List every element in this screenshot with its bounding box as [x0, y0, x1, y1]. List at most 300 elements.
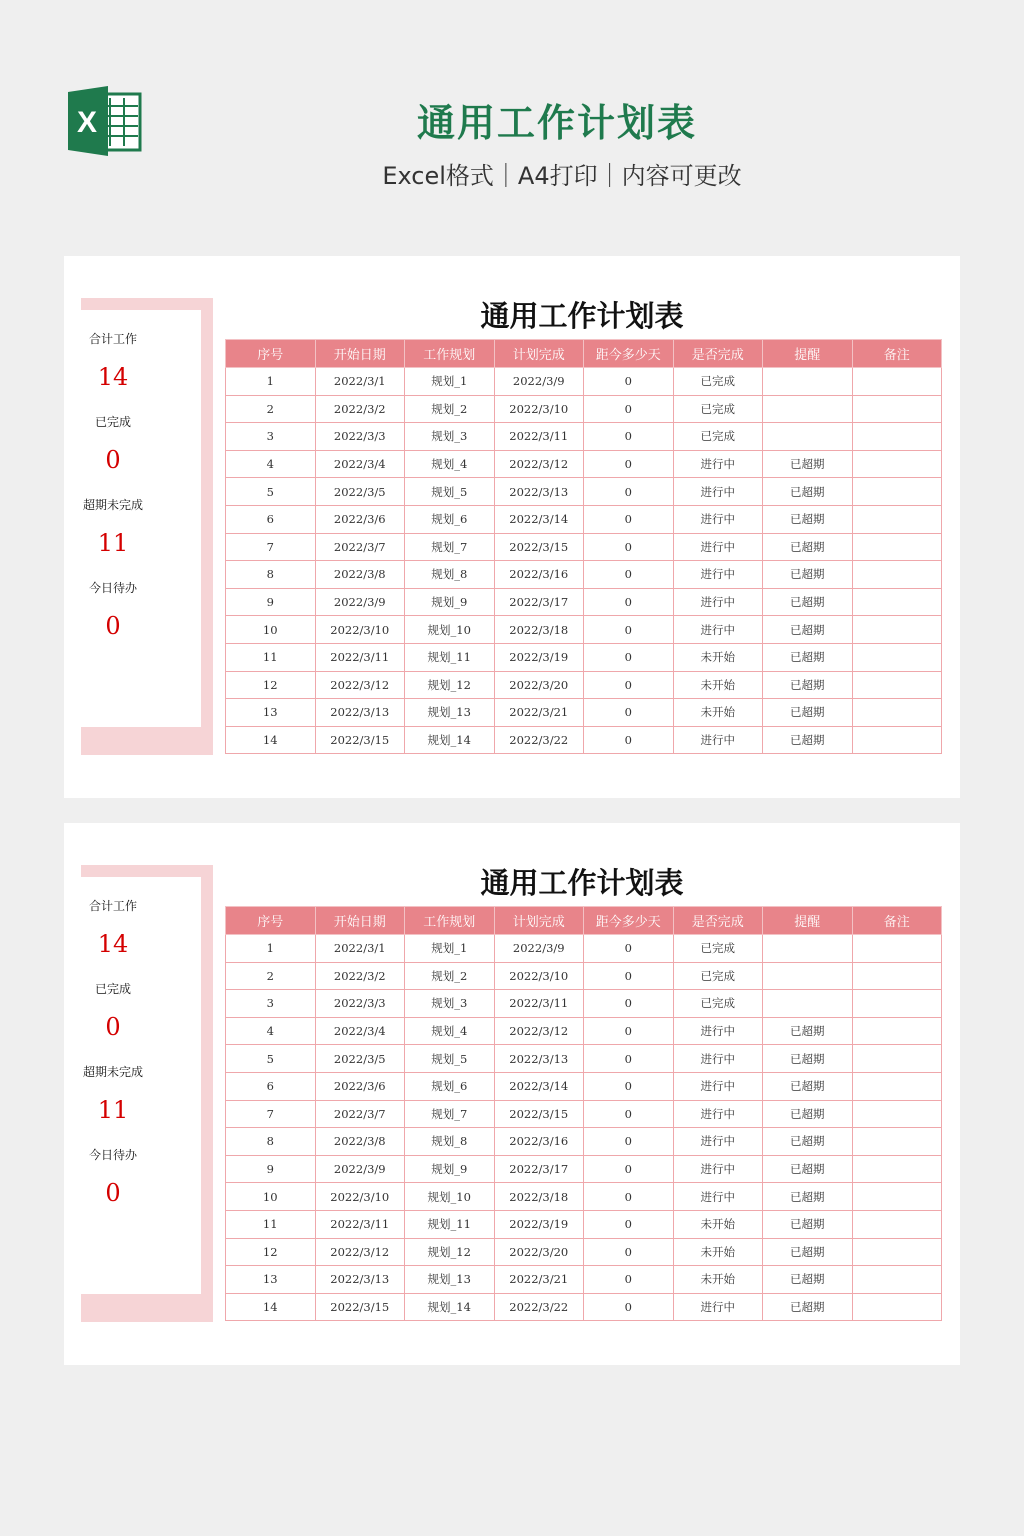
table-cell[interactable]: 进行中: [673, 505, 763, 533]
sheet-preview-2: [64, 823, 960, 1365]
table-cell[interactable]: 2022/3/18: [494, 616, 584, 644]
table-cell[interactable]: 已超期: [763, 1210, 853, 1238]
column-header: 计划完成: [494, 340, 584, 368]
table-cell[interactable]: 已超期: [763, 588, 853, 616]
table-row: [226, 1183, 942, 1211]
table-cell[interactable]: [763, 395, 853, 423]
table-cell[interactable]: 0: [584, 1045, 674, 1073]
table-cell[interactable]: 规划_13: [405, 1266, 495, 1294]
table-cell[interactable]: 2022/3/15: [315, 1293, 405, 1321]
table-row: [226, 1017, 942, 1045]
table-header-row: [226, 340, 942, 368]
table-cell[interactable]: 已超期: [763, 1072, 853, 1100]
table-cell[interactable]: 进行中: [673, 588, 763, 616]
table-cell[interactable]: [852, 1128, 942, 1156]
table-cell[interactable]: [852, 1238, 942, 1266]
table-cell[interactable]: 0: [584, 671, 674, 699]
table-cell[interactable]: 未开始: [673, 1266, 763, 1294]
table-cell[interactable]: 规划_11: [405, 643, 495, 671]
table-cell[interactable]: [852, 643, 942, 671]
table-cell[interactable]: 0: [584, 1238, 674, 1266]
stat-label: 今日待办: [88, 581, 137, 595]
table-cell[interactable]: 已超期: [763, 616, 853, 644]
table-cell[interactable]: 5: [226, 1045, 316, 1073]
column-header: 距今多少天: [584, 340, 674, 368]
table-cell[interactable]: 14: [226, 726, 316, 754]
table-cell[interactable]: 未开始: [673, 699, 763, 727]
table-cell[interactable]: 2022/3/12: [315, 1238, 405, 1266]
table-cell[interactable]: 2022/3/15: [315, 726, 405, 754]
table-cell[interactable]: 2022/3/14: [494, 1072, 584, 1100]
table-cell[interactable]: 2022/3/6: [315, 1072, 405, 1100]
stat-today: [81, 579, 145, 640]
table-cell[interactable]: [852, 671, 942, 699]
column-header: 提醒: [763, 907, 853, 935]
table-cell[interactable]: 2022/3/9: [494, 935, 584, 963]
table-cell[interactable]: 2022/3/13: [315, 699, 405, 727]
table-cell[interactable]: 规划_8: [405, 561, 495, 589]
stat-done: [81, 980, 145, 1041]
table-cell[interactable]: 2022/3/9: [494, 368, 584, 396]
column-header: 序号: [226, 907, 316, 935]
table-row: [226, 1045, 942, 1073]
table-cell[interactable]: 12: [226, 1238, 316, 1266]
table-cell[interactable]: [852, 1183, 942, 1211]
table-row: [226, 616, 942, 644]
table-cell[interactable]: 规划_2: [405, 395, 495, 423]
table-cell[interactable]: [852, 699, 942, 727]
stat-today: [81, 1146, 145, 1207]
table-cell[interactable]: 2022/3/8: [315, 1128, 405, 1156]
table-cell[interactable]: 12: [226, 671, 316, 699]
table-row: [226, 962, 942, 990]
table-cell[interactable]: [852, 990, 942, 1018]
page-subtitle: Excel格式｜A4打印｜内容可更改: [382, 162, 742, 190]
table-cell[interactable]: 已超期: [763, 505, 853, 533]
table-cell[interactable]: 进行中: [673, 1183, 763, 1211]
stat-label: 超期未完成: [82, 1065, 143, 1079]
table-body: [226, 368, 942, 754]
table-cell[interactable]: 2022/3/12: [494, 1017, 584, 1045]
table-cell[interactable]: 2022/3/13: [315, 1266, 405, 1294]
table-cell[interactable]: 0: [584, 1017, 674, 1045]
stat-value: 11: [97, 1096, 129, 1124]
table-cell[interactable]: 2022/3/6: [315, 505, 405, 533]
table-cell[interactable]: 进行中: [673, 561, 763, 589]
table-cell[interactable]: 2022/3/17: [494, 1155, 584, 1183]
table-cell[interactable]: 11: [226, 1210, 316, 1238]
table-cell[interactable]: [852, 1293, 942, 1321]
table-cell[interactable]: 已超期: [763, 1128, 853, 1156]
table-cell[interactable]: 2022/3/21: [494, 699, 584, 727]
table-cell[interactable]: 2022/3/17: [494, 588, 584, 616]
table-cell[interactable]: [852, 726, 942, 754]
table-row: [226, 423, 942, 451]
table-cell[interactable]: 规划_4: [405, 1017, 495, 1045]
table-cell[interactable]: 0: [584, 935, 674, 963]
table-cell[interactable]: 规划_2: [405, 962, 495, 990]
table-row: [226, 1293, 942, 1321]
table-cell[interactable]: 0: [584, 699, 674, 727]
table-cell[interactable]: 2022/3/11: [315, 1210, 405, 1238]
table-cell[interactable]: 2022/3/4: [315, 450, 405, 478]
table-cell[interactable]: 未开始: [673, 671, 763, 699]
table-row: [226, 505, 942, 533]
column-header: 开始日期: [315, 907, 405, 935]
table-cell[interactable]: 规划_9: [405, 1155, 495, 1183]
stat-done: [81, 413, 145, 474]
table-cell[interactable]: [763, 962, 853, 990]
table-row: [226, 561, 942, 589]
stat-overdue: [81, 496, 145, 557]
table-cell[interactable]: [852, 962, 942, 990]
table-body: [226, 935, 942, 1321]
table-cell[interactable]: 2022/3/11: [315, 643, 405, 671]
stat-value: 0: [105, 612, 121, 640]
table-cell[interactable]: 0: [584, 368, 674, 396]
column-header: 序号: [226, 340, 316, 368]
table-cell[interactable]: 未开始: [673, 643, 763, 671]
table-cell[interactable]: 0: [584, 990, 674, 1018]
table-cell[interactable]: 0: [584, 395, 674, 423]
table-cell[interactable]: 2022/3/5: [315, 1045, 405, 1073]
table-cell[interactable]: 2022/3/3: [315, 423, 405, 451]
table-cell[interactable]: 进行中: [673, 1072, 763, 1100]
table-cell[interactable]: 8: [226, 561, 316, 589]
table-cell[interactable]: 0: [584, 1155, 674, 1183]
table-cell[interactable]: [852, 1072, 942, 1100]
logo-letter: X: [76, 106, 98, 139]
stat-label: 已完成: [94, 415, 131, 429]
table-cell[interactable]: [763, 935, 853, 963]
table-cell[interactable]: [763, 423, 853, 451]
table-cell[interactable]: 2022/3/15: [494, 533, 584, 561]
table-cell[interactable]: 已完成: [673, 395, 763, 423]
table-cell[interactable]: 9: [226, 1155, 316, 1183]
table-row: [226, 533, 942, 561]
table-cell[interactable]: 规划_4: [405, 450, 495, 478]
table-cell[interactable]: 2022/3/8: [315, 561, 405, 589]
table-cell[interactable]: 0: [584, 1293, 674, 1321]
table-cell[interactable]: 8: [226, 1128, 316, 1156]
table-cell[interactable]: 进行中: [673, 1128, 763, 1156]
table-cell[interactable]: 规划_7: [405, 1100, 495, 1128]
table-cell[interactable]: 已完成: [673, 990, 763, 1018]
table-cell[interactable]: 0: [584, 450, 674, 478]
stat-total: [81, 897, 145, 958]
table-cell[interactable]: 1: [226, 368, 316, 396]
table-cell[interactable]: 已超期: [763, 1238, 853, 1266]
column-header: 开始日期: [315, 340, 405, 368]
table-cell[interactable]: 0: [584, 1072, 674, 1100]
table-cell[interactable]: 10: [226, 1183, 316, 1211]
table-cell[interactable]: 规划_1: [405, 368, 495, 396]
table-cell[interactable]: 2022/3/20: [494, 671, 584, 699]
column-header: 工作规划: [405, 907, 495, 935]
table-cell[interactable]: [852, 588, 942, 616]
table-cell[interactable]: 规划_10: [405, 616, 495, 644]
table-cell[interactable]: [763, 368, 853, 396]
table-row: [226, 726, 942, 754]
table-cell[interactable]: 未开始: [673, 1210, 763, 1238]
table-cell[interactable]: [852, 616, 942, 644]
table-cell[interactable]: 0: [584, 1183, 674, 1211]
table-cell[interactable]: [852, 935, 942, 963]
stat-label: 今日待办: [88, 1148, 137, 1162]
table-cell[interactable]: 进行中: [673, 1100, 763, 1128]
table-cell[interactable]: 2022/3/19: [494, 643, 584, 671]
table-cell[interactable]: 2: [226, 962, 316, 990]
table-cell[interactable]: 进行中: [673, 450, 763, 478]
table-cell[interactable]: 13: [226, 1266, 316, 1294]
table-cell[interactable]: 规划_13: [405, 699, 495, 727]
stat-label: 超期未完成: [82, 498, 143, 512]
table-cell[interactable]: 规划_5: [405, 1045, 495, 1073]
table-cell[interactable]: 已超期: [763, 1183, 853, 1211]
table-cell[interactable]: 2022/3/9: [315, 1155, 405, 1183]
table-cell[interactable]: 2022/3/11: [494, 990, 584, 1018]
table-cell[interactable]: 已完成: [673, 962, 763, 990]
table-cell[interactable]: [852, 1100, 942, 1128]
stat-label: 已完成: [94, 982, 131, 996]
table-cell[interactable]: [852, 1017, 942, 1045]
table-cell[interactable]: 规划_12: [405, 671, 495, 699]
table-cell[interactable]: 0: [584, 616, 674, 644]
table-cell[interactable]: 进行中: [673, 616, 763, 644]
table-row: [226, 1155, 942, 1183]
table-cell[interactable]: 已超期: [763, 1100, 853, 1128]
table-cell[interactable]: [852, 1210, 942, 1238]
table-cell[interactable]: 6: [226, 1072, 316, 1100]
stat-value: 11: [97, 529, 129, 557]
table-cell[interactable]: 规划_14: [405, 726, 495, 754]
column-header: 是否完成: [673, 340, 763, 368]
table-cell[interactable]: 2022/3/19: [494, 1210, 584, 1238]
stat-value: 0: [105, 446, 121, 474]
page-title: 通用工作计划表: [416, 101, 697, 145]
table-cell[interactable]: 已超期: [763, 726, 853, 754]
table-cell[interactable]: 0: [584, 962, 674, 990]
table-cell[interactable]: 已超期: [763, 478, 853, 506]
table-cell[interactable]: 2022/3/20: [494, 1238, 584, 1266]
table-row: [226, 671, 942, 699]
column-header: 备注: [852, 340, 942, 368]
table-cell[interactable]: 2022/3/7: [315, 533, 405, 561]
table-cell[interactable]: 0: [584, 505, 674, 533]
stat-value: 0: [105, 1179, 121, 1207]
table-cell[interactable]: 进行中: [673, 1017, 763, 1045]
table-row: [226, 1238, 942, 1266]
sheet-preview-1: [64, 256, 960, 798]
table-cell[interactable]: 进行中: [673, 533, 763, 561]
sheet-title: 通用工作计划表: [480, 299, 684, 333]
table-cell[interactable]: 进行中: [673, 1155, 763, 1183]
table-row: [226, 1266, 942, 1294]
table-cell[interactable]: 0: [584, 726, 674, 754]
table-cell[interactable]: 2022/3/22: [494, 726, 584, 754]
table-cell[interactable]: [852, 1045, 942, 1073]
table-cell[interactable]: [852, 368, 942, 396]
table-cell[interactable]: 2022/3/2: [315, 395, 405, 423]
table-cell[interactable]: 进行中: [673, 1045, 763, 1073]
table-cell[interactable]: 0: [584, 643, 674, 671]
stat-value: 14: [97, 930, 129, 958]
table-cell[interactable]: 13: [226, 699, 316, 727]
table-cell[interactable]: [852, 423, 942, 451]
table-cell[interactable]: 2022/3/18: [494, 1183, 584, 1211]
table-cell[interactable]: 0: [584, 1100, 674, 1128]
table-cell[interactable]: 已超期: [763, 1155, 853, 1183]
table-cell[interactable]: 0: [584, 1128, 674, 1156]
table-cell[interactable]: [852, 1155, 942, 1183]
table-cell[interactable]: 进行中: [673, 726, 763, 754]
table-cell[interactable]: 2022/3/16: [494, 1128, 584, 1156]
table-cell[interactable]: 已超期: [763, 699, 853, 727]
table-cell[interactable]: 2022/3/7: [315, 1100, 405, 1128]
table-cell[interactable]: 4: [226, 450, 316, 478]
table-cell[interactable]: 2022/3/4: [315, 1017, 405, 1045]
table-cell[interactable]: 2022/3/2: [315, 962, 405, 990]
table-cell[interactable]: 2022/3/21: [494, 1266, 584, 1294]
summary-panel: [81, 298, 213, 755]
table-row: [226, 450, 942, 478]
table-cell[interactable]: 7: [226, 533, 316, 561]
table-cell[interactable]: 2022/3/13: [494, 478, 584, 506]
table-cell[interactable]: 2022/3/1: [315, 935, 405, 963]
table-row: [226, 368, 942, 396]
sheet-title: 通用工作计划表: [480, 866, 684, 900]
table-cell[interactable]: 0: [584, 588, 674, 616]
table-cell[interactable]: 规划_12: [405, 1238, 495, 1266]
column-header: 提醒: [763, 340, 853, 368]
plan-table: [225, 906, 942, 1321]
summary-panel-inner: [81, 310, 201, 727]
table-cell[interactable]: 2022/3/1: [315, 368, 405, 396]
table-cell[interactable]: [852, 533, 942, 561]
table-row: [226, 478, 942, 506]
table-cell[interactable]: 4: [226, 1017, 316, 1045]
table-cell[interactable]: 已完成: [673, 423, 763, 451]
table-cell[interactable]: 0: [584, 478, 674, 506]
table-cell[interactable]: 11: [226, 643, 316, 671]
table-cell[interactable]: 规划_10: [405, 1183, 495, 1211]
table-row: [226, 588, 942, 616]
table-cell[interactable]: [852, 478, 942, 506]
table-cell[interactable]: 已超期: [763, 561, 853, 589]
table-cell[interactable]: 已超期: [763, 671, 853, 699]
column-header: 备注: [852, 907, 942, 935]
table-cell[interactable]: 规划_3: [405, 990, 495, 1018]
table-cell[interactable]: 2022/3/5: [315, 478, 405, 506]
table-cell[interactable]: 2: [226, 395, 316, 423]
table-cell[interactable]: 0: [584, 533, 674, 561]
table-row: [226, 699, 942, 727]
table-row: [226, 935, 942, 963]
table-cell[interactable]: 已超期: [763, 1045, 853, 1073]
table-cell[interactable]: 规划_6: [405, 1072, 495, 1100]
table-header-row: [226, 907, 942, 935]
table-cell[interactable]: 2022/3/3: [315, 990, 405, 1018]
table-cell[interactable]: 3: [226, 990, 316, 1018]
table-cell[interactable]: 1: [226, 935, 316, 963]
table-row: [226, 395, 942, 423]
table-cell[interactable]: 已超期: [763, 643, 853, 671]
table-cell[interactable]: 0: [584, 1210, 674, 1238]
table-cell[interactable]: 9: [226, 588, 316, 616]
table-cell[interactable]: 6: [226, 505, 316, 533]
table-cell[interactable]: 3: [226, 423, 316, 451]
table-cell[interactable]: 已完成: [673, 368, 763, 396]
table-cell[interactable]: [852, 561, 942, 589]
page-header: [0, 0, 1024, 230]
table-row: [226, 1210, 942, 1238]
table-cell[interactable]: 10: [226, 616, 316, 644]
table-cell[interactable]: 已完成: [673, 935, 763, 963]
table-cell[interactable]: 规划_3: [405, 423, 495, 451]
table-cell[interactable]: 0: [584, 423, 674, 451]
table-cell[interactable]: [852, 1266, 942, 1294]
table-cell[interactable]: 进行中: [673, 478, 763, 506]
column-header: 是否完成: [673, 907, 763, 935]
table-cell[interactable]: [763, 990, 853, 1018]
stat-value: 14: [97, 363, 129, 391]
table-cell[interactable]: 进行中: [673, 1293, 763, 1321]
table-row: [226, 1072, 942, 1100]
table-cell[interactable]: 2022/3/11: [494, 423, 584, 451]
table-cell[interactable]: 已超期: [763, 450, 853, 478]
stat-label: 合计工作: [88, 899, 137, 913]
table-cell[interactable]: 已超期: [763, 1017, 853, 1045]
stat-value: 0: [105, 1013, 121, 1041]
table-cell[interactable]: 2022/3/10: [315, 616, 405, 644]
table-cell[interactable]: 已超期: [763, 533, 853, 561]
table-cell[interactable]: 2022/3/15: [494, 1100, 584, 1128]
table-cell[interactable]: 已超期: [763, 1266, 853, 1294]
table-cell[interactable]: 规划_1: [405, 935, 495, 963]
summary-panel-inner: [81, 877, 201, 1294]
table-cell[interactable]: 2022/3/10: [494, 395, 584, 423]
table-cell[interactable]: 规划_5: [405, 478, 495, 506]
table-cell[interactable]: 已超期: [763, 1293, 853, 1321]
table-cell[interactable]: 2022/3/12: [315, 671, 405, 699]
table-cell[interactable]: 规划_14: [405, 1293, 495, 1321]
table-cell[interactable]: [852, 450, 942, 478]
table-cell[interactable]: 规划_7: [405, 533, 495, 561]
table-cell[interactable]: 2022/3/14: [494, 505, 584, 533]
table-cell[interactable]: 规划_9: [405, 588, 495, 616]
table-cell[interactable]: 5: [226, 478, 316, 506]
table-cell[interactable]: [852, 395, 942, 423]
table-cell[interactable]: 2022/3/9: [315, 588, 405, 616]
table-cell[interactable]: 2022/3/16: [494, 561, 584, 589]
table-cell[interactable]: [852, 505, 942, 533]
table-row: [226, 990, 942, 1018]
table-cell[interactable]: 7: [226, 1100, 316, 1128]
table-cell[interactable]: 规划_8: [405, 1128, 495, 1156]
table-cell[interactable]: 2022/3/13: [494, 1045, 584, 1073]
table-cell[interactable]: 规划_11: [405, 1210, 495, 1238]
table-cell[interactable]: 规划_6: [405, 505, 495, 533]
table-cell[interactable]: 0: [584, 1266, 674, 1294]
table-cell[interactable]: 2022/3/10: [315, 1183, 405, 1211]
table-cell[interactable]: 0: [584, 561, 674, 589]
table-cell[interactable]: 2022/3/10: [494, 962, 584, 990]
table-cell[interactable]: 14: [226, 1293, 316, 1321]
table-cell[interactable]: 未开始: [673, 1238, 763, 1266]
table-cell[interactable]: 2022/3/22: [494, 1293, 584, 1321]
table-cell[interactable]: 2022/3/12: [494, 450, 584, 478]
column-header: 距今多少天: [584, 907, 674, 935]
